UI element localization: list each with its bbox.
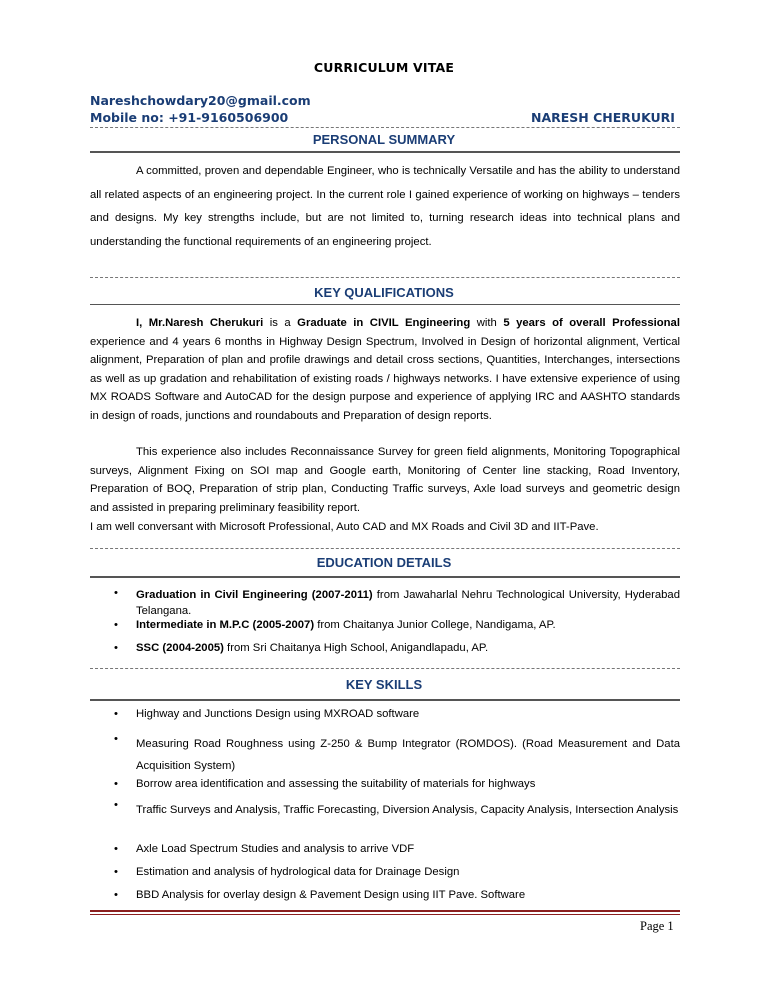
section-divider: [90, 576, 680, 578]
skill-item: Axle Load Spectrum Studies and analysis to arrive VDF: [136, 843, 415, 855]
skill-item: Borrow area identification and assessing the suitability of materials for highways: [136, 778, 536, 790]
education-title: Graduation in Civil Engineering (2007-2011): [136, 589, 373, 601]
qualifications-paragraph-1: [90, 314, 680, 426]
section-divider: [90, 699, 680, 701]
personal-summary-text: A committed, proven and dependable Engineer, who is technically Versatile and has the ability to understand all related aspects of an engineering project. In the current role I gained experience of working on highways – tenders and designs. My key strengths include, but are not limited to, turning research ideas into technical plans and understanding the functional requirements of an engineering project.: [90, 165, 680, 248]
education-item: [136, 642, 680, 654]
key-skills-heading: KEY SKILLS: [345, 677, 423, 692]
qualification-text: experience and 4 years 6 months in Highway Design Spectrum, Involved in Design of horizontal alignment, Vertical alignment, Preparation of plan and profile drawings and detail cross sections, Quantities, Interchanges, intersections as well as up gradation and rehabilitation of existing roads / highways networks. I have extensive experience of using MX ROADS Software and AutoCAD for the design purpose and experience of applying IRC and AASHTO standards in design of roads, junctions and roundabouts and Preparation of design reports.: [90, 335, 680, 422]
education-detail: from Jawaharlal Nehru Technological University, Hyderabad Telangana.: [136, 589, 680, 617]
key-qualifications-heading: KEY QUALIFICATIONS: [314, 285, 454, 300]
education-detail: from Chaitanya Junior College, Nandigama, AP.: [314, 619, 556, 631]
qualification-degree: Graduate in CIVIL Engineering: [297, 317, 471, 329]
bullet-icon: •: [114, 587, 118, 599]
education-heading: EDUCATION DETAILS: [316, 555, 452, 570]
education-item: [136, 587, 680, 619]
section-divider: [90, 277, 680, 278]
section-divider: [90, 304, 680, 305]
section-divider: [90, 151, 680, 153]
footer-rule: [90, 914, 680, 915]
education-title: SSC (2004-2005): [136, 642, 224, 654]
document-title: CURRICULUM VITAE: [313, 60, 455, 75]
bullet-icon: •: [114, 778, 118, 790]
personal-summary-heading: PERSONAL SUMMARY: [312, 132, 456, 147]
page-number: Page 1: [640, 919, 674, 933]
education-detail: from Sri Chaitanya High School, Anigandlapadu, AP.: [223, 642, 489, 654]
qualifications-paragraph-2: This experience also includes Reconnaissance Survey for green field alignments, Monitoring Topographical surveys, Alignment Fixing on SOI map and Google earth, Monitoring of Center line stacking, Road Inventory, Preparation of BOQ, Preparation of strip plan, Conducting Traffic surveys, Axle load surveys and geometric design and assisted in preparing preliminary feasibility report.: [90, 446, 680, 514]
qualifications-paragraph-3: I am well conversant with Microsoft Professional, Auto CAD and MX Roads and Civil 3D and IIT-Pave.: [90, 521, 599, 533]
qualification-years: 5 years of overall Professional: [503, 317, 680, 329]
skill-item: BBD Analysis for overlay design & Pavement Design using IIT Pave. Software: [136, 889, 526, 901]
qualification-name: I, Mr.Naresh Cherukuri: [136, 317, 264, 329]
footer-rule: [90, 910, 680, 912]
bullet-icon: •: [114, 843, 118, 855]
education-item: [136, 619, 680, 631]
bullet-icon: •: [114, 889, 118, 901]
education-title: Intermediate in M.P.C (2005-2007): [136, 619, 315, 631]
section-divider: [90, 668, 680, 669]
skill-item: Traffic Surveys and Analysis, Traffic Forecasting, Diversion Analysis, Capacity Analysis, Intersection Analysis: [136, 804, 679, 816]
bullet-icon: •: [114, 866, 118, 878]
bullet-icon: •: [114, 733, 118, 745]
bullet-icon: •: [114, 799, 118, 811]
skill-item: Measuring Road Roughness using Z-250 & Bump Integrator (ROMDOS). (Road Measurement and Data Acquisition System): [136, 738, 680, 772]
section-divider: [90, 548, 680, 549]
qualification-text: is a: [263, 317, 298, 329]
mobile-number: Mobile no: +91-9160506900: [90, 110, 289, 125]
bullet-icon: •: [114, 619, 118, 631]
skill-item: Estimation and analysis of hydrological data for Drainage Design: [136, 866, 460, 878]
candidate-name: NARESH CHERUKURI: [531, 110, 675, 125]
email-address: Nareshchowdary20@gmail.com: [90, 93, 311, 108]
header-divider: [90, 127, 680, 128]
qualification-text: with: [470, 317, 504, 329]
bullet-icon: •: [114, 642, 118, 654]
skill-item: Highway and Junctions Design using MXROAD software: [136, 708, 420, 720]
bullet-icon: •: [114, 708, 118, 720]
